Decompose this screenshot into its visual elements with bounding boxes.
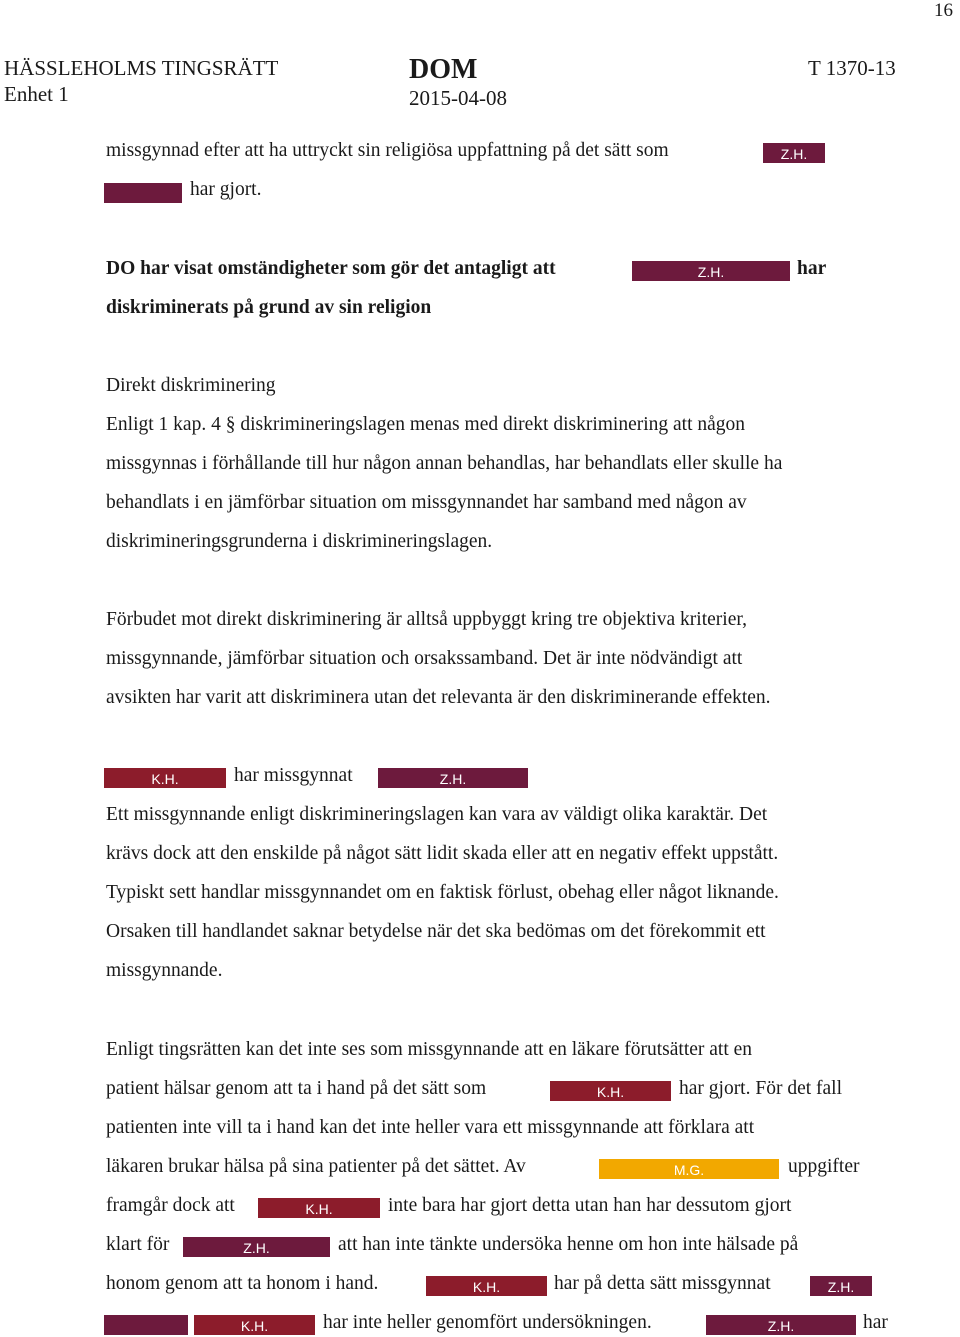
case-number: T 1370-13 (808, 56, 896, 80)
subheading: har missgynnat (234, 765, 353, 786)
redaction-zh: Z.H. (378, 768, 528, 788)
text-line: missgynnande, jämförbar situation och orsakssamband. Det är inte nödvändigt att (106, 648, 743, 669)
text-line: missgynnas i förhållande till hur någon annan behandlas, har behandlats eller skulle ha (106, 453, 783, 474)
redaction-kh: K.H. (258, 1198, 380, 1218)
redaction-zh: Z.H. (763, 143, 825, 163)
court-name: HÄSSLEHOLMS TINGSRÄTT (4, 56, 279, 80)
text-line: honom genom att ta honom i hand. (106, 1273, 379, 1294)
text-line: har (797, 258, 827, 279)
text-line: missgynnande. (106, 960, 223, 981)
text-line: missgynnad efter att ha uttryckt sin religiösa uppfattning på det sätt som (106, 140, 669, 161)
text-line: klart för (106, 1234, 170, 1255)
redaction-kh: K.H. (426, 1276, 547, 1296)
section-heading: Direkt diskriminering (106, 375, 276, 396)
redaction-zh: Z.H. (706, 1315, 856, 1335)
redaction-kh: K.H. (104, 768, 226, 788)
redaction-mg: M.G. (599, 1159, 779, 1179)
text-line: att han inte tänkte undersöka henne om hon inte hälsade på (338, 1234, 799, 1255)
text-line: har (863, 1312, 888, 1333)
text-line: framgår dock att (106, 1195, 235, 1216)
redaction-block (104, 1315, 188, 1335)
text-line: Ett missgynnande enligt diskrimineringslagen kan vara av väldigt olika karaktär. Det (106, 804, 768, 825)
text-line: läkaren brukar hälsa på sina patienter på det sättet. Av (106, 1156, 526, 1177)
redaction-zh: Z.H. (183, 1237, 330, 1257)
text-line: har gjort. (190, 179, 262, 200)
text-line: avsikten har varit att diskriminera utan det relevanta är den diskriminerande effekten. (106, 687, 771, 708)
text-line: har på detta sätt missgynnat (554, 1273, 771, 1294)
document-type: DOM (409, 54, 478, 85)
text-line: patient hälsar genom att ta i hand på det sätt som (106, 1078, 487, 1099)
text-line: diskrimineringsgrunderna i diskrimineringslagen. (106, 531, 493, 552)
text-line: Typiskt sett handlar missgynnandet om en faktisk förlust, obehag eller något liknande. (106, 882, 779, 903)
text-line: uppgifter (788, 1156, 860, 1177)
redaction-zh: Z.H. (810, 1276, 872, 1296)
redaction-block (104, 183, 182, 203)
text-line: DO har visat omständigheter som gör det antagligt att (106, 258, 556, 279)
text-line: behandlats i en jämförbar situation om missgynnandet har samband med någon av (106, 492, 747, 513)
redaction-kh: K.H. (194, 1315, 315, 1335)
text-line: har inte heller genomfört undersökningen. (323, 1312, 652, 1333)
redaction-zh: Z.H. (632, 261, 790, 281)
text-line: Förbudet mot direkt diskriminering är alltså uppbyggt kring tre objektiva kriterier, (106, 609, 747, 630)
text-line: diskriminerats på grund av sin religion (106, 297, 432, 318)
text-line: har gjort. För det fall (679, 1078, 842, 1099)
text-line: patienten inte vill ta i hand kan det inte heller vara ett missgynnande att förklara att (106, 1117, 755, 1138)
text-line: inte bara har gjort detta utan han har dessutom gjort (388, 1195, 792, 1216)
text-line: Orsaken till handlandet saknar betydelse när det ska bedömas om det förekommit ett (106, 921, 766, 942)
document-date: 2015-04-08 (409, 86, 507, 110)
redaction-kh: K.H. (550, 1081, 671, 1101)
text-line: Enligt tingsrätten kan det inte ses som missgynnande att en läkare förutsätter att en (106, 1039, 753, 1060)
text-line: Enligt 1 kap. 4 § diskrimineringslagen menas med direkt diskriminering att någon (106, 414, 746, 435)
page-number: 16 (934, 0, 953, 21)
text-line: krävs dock att den enskilde på något sätt lidit skada eller att en negativ effekt uppstått. (106, 843, 779, 864)
court-unit: Enhet 1 (4, 82, 69, 106)
